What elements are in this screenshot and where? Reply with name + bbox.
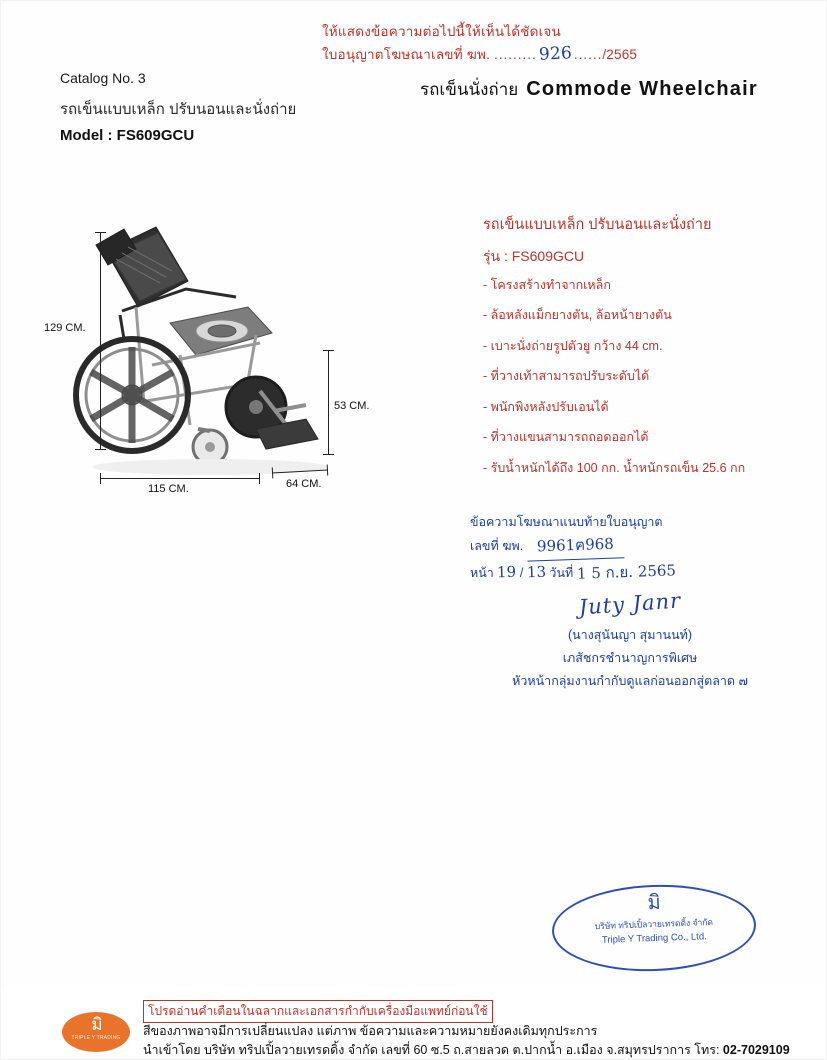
page-title-thai: รถเข็นนั่งถ่าย [420,80,519,99]
footer-importer-text: นำเข้าโดย บริษัท ทริปเปิ้ลวายเทรดดิ้ง จำกัด เลขที่ 60 ซ.5 ถ.สายลวด ต.ปากน้ำ อ.เมือง จ.สมุทรปราการ โทร: [143,1043,723,1057]
advertising-permit-stamp [322,22,638,66]
list-item: - ล้อหลังแม็กยางตัน, ล้อหน้ายางตัน [483,308,672,322]
approver-position-1: เภสัชกรชำนาญการพิเศษ [562,651,698,666]
company-stamp-mark: มิ [647,891,660,915]
approval-date-value: 1 5 ก.ย. 2565 [576,561,676,583]
approval-page-total: 13 [526,562,547,582]
permit-stamp-line1: ให้แสดงข้อความต่อไปนี้ให้เห็นได้ชัดเจน [322,24,561,39]
dimension-label-length: 115 CM. [148,483,189,495]
approval-date-label: วันที่ [549,565,574,580]
approval-page-separator: / [519,565,524,580]
permit-year: /2565 [602,46,638,62]
page-title [420,76,758,103]
page-title-english: Commode Wheelchair [526,78,758,100]
list-item: - รับน้ำหนักได้ถึง 100 กก. น้ำหนักรถเข็น 25.6 กก [483,460,746,475]
approval-block [470,512,790,693]
company-logo [62,1012,130,1052]
footer-importer-info [143,1040,790,1060]
approval-line1: ข้อความโฆษณาแนบท้ายใบอนุญาต [470,515,663,529]
company-logo-subtext: TRIPLE Y TRADING [71,1035,121,1041]
dimension-line-seat-height [328,350,329,455]
dimension-line-length [100,478,260,479]
company-logo-mark: มิ [91,1015,101,1034]
wheelchair-illustration [60,215,440,505]
specs-model: รุ่น : FS609GCU [483,247,585,264]
list-item: - พนักพิงหลังปรับเอนได้ [483,399,609,414]
specs-heading: รถเข็นแบบเหล็ก ปรับนอนและนั่งถ่าย [483,217,712,233]
product-thai-subtitle: รถเข็นแบบเหล็ก ปรับนอนและนั่งถ่าย [60,101,297,118]
signature: Juty Janr [578,588,682,620]
approval-line2 [470,533,790,560]
model-label: Model : [60,127,113,144]
approval-number-label: เลขที่ ฆพ. [470,539,524,554]
list-item: - โครงสร้างทำจากเหล็ก [483,277,611,292]
footer-disclaimer: สีของภาพอาจมีการเปลี่ยนแปลง แต่ภาพ ข้อความและความหมายยังคงเดิมทุกประการ [143,1024,598,1038]
model-line [60,127,194,144]
specs-list [483,279,783,475]
company-stamp-thai: บริษัท ทริปเปิ้ลวายเทรดดิ้ง จำกัด [594,916,714,932]
approval-number-value: 9961ฅ968 [526,532,624,562]
list-item: - ที่วางแขนสามารถถอดออกได้ [483,430,649,444]
product-photo [60,215,440,505]
dimension-label-width: 64 CM. [286,478,322,490]
approver-name: (นางสุนันญา สุมานนท์) [567,627,693,642]
dimension-label-seat-height: 53 CM. [334,400,370,412]
permit-stamp-line2: ใบอนุญาตโฆษณาเลขที่ ฆพ. .........926 ....../2565 [322,42,592,67]
catalog-number: Catalog No. 3 [60,70,146,86]
dimension-line-height [100,232,101,450]
footer-warning: โปรดอ่านคำเตือนในฉลากและเอกสารกำกับเครื่องมือแพทย์ก่อนใช้ [143,1000,493,1023]
dimension-label-height: 129 CM. [44,322,86,334]
permit-number-value: 926 [538,42,573,65]
list-item: - ที่วางเท้าสามารถปรับระดับได้ [483,369,650,383]
company-stamp-english: Triple Y Trading Co., Ltd. [601,931,707,946]
list-item: - เบาะนั่งถ่ายรูปตัวยู กว้าง 44 cm. [483,338,663,353]
approver-position-2: หัวหน้ากลุ่มงานกำกับดูแลก่อนออกสู่ตลาด ๗ [512,674,748,689]
approval-page-label: หน้า [470,565,494,580]
company-round-stamp [551,881,758,974]
specifications-block [483,218,783,492]
approval-page-number: 19 [496,562,517,582]
permit-number-label: ใบอนุญาตโฆษณาเลขที่ ฆพ. [322,46,491,62]
model-value: FS609GCU [116,127,195,144]
footer-phone: 02-7029109 [722,1043,790,1057]
